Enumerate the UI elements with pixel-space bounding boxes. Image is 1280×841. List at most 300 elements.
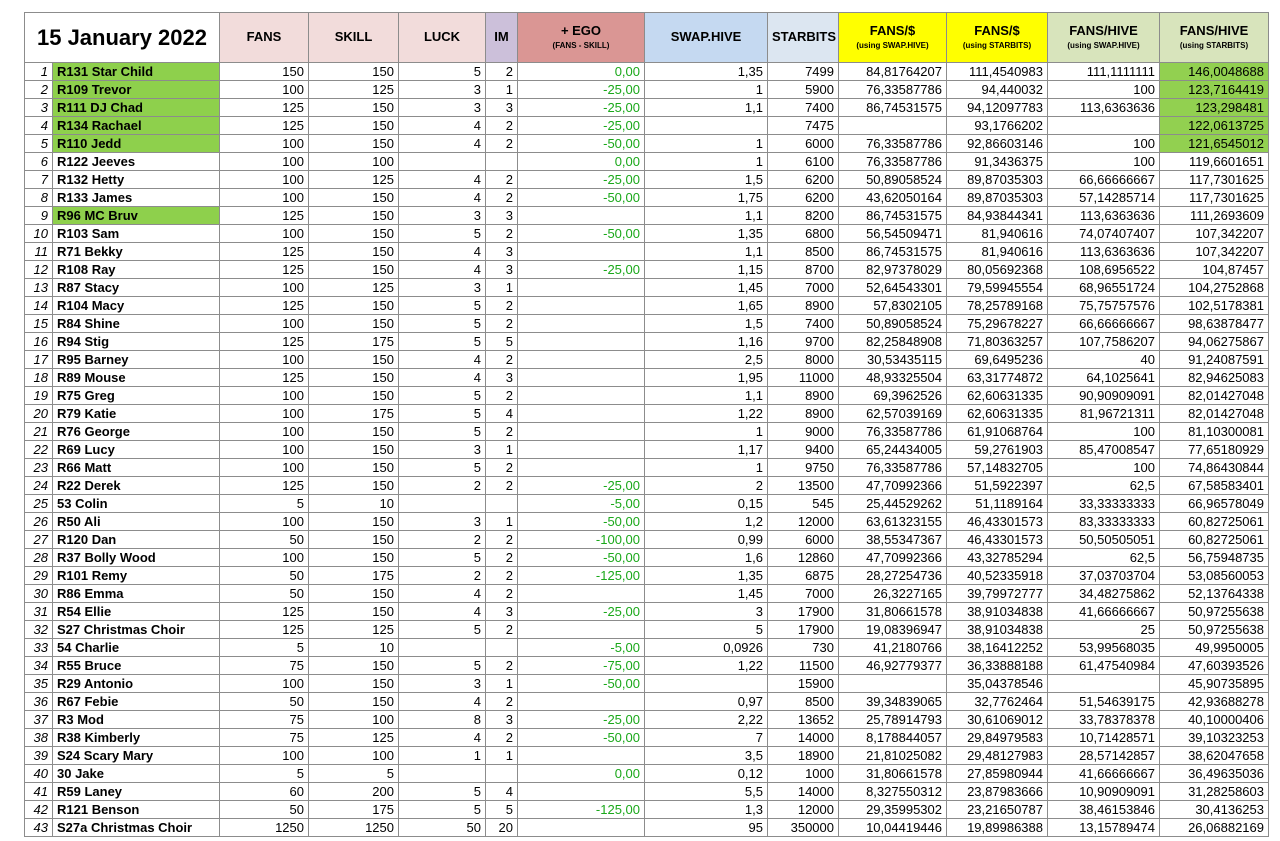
starbits-cell[interactable]: 8900 <box>768 297 839 315</box>
fans-cell[interactable]: 50 <box>220 585 309 603</box>
fans-per-usd-swap-cell[interactable]: 43,62050164 <box>839 189 947 207</box>
fans-per-usd-starbits-cell[interactable]: 111,4540983 <box>947 63 1048 81</box>
fans-per-hive-starbits-cell[interactable]: 123,298481 <box>1160 99 1269 117</box>
skill-cell[interactable]: 150 <box>309 315 399 333</box>
fans-per-hive-starbits-cell[interactable]: 53,08560053 <box>1160 567 1269 585</box>
im-cell[interactable]: 2 <box>486 531 518 549</box>
swap-hive-cell[interactable]: 1,1 <box>645 99 768 117</box>
character-name-cell[interactable]: R96 MC Bruv <box>53 207 220 225</box>
luck-cell[interactable] <box>399 153 486 171</box>
ego-cell[interactable] <box>518 315 645 333</box>
skill-cell[interactable]: 150 <box>309 63 399 81</box>
fans-per-usd-swap-cell[interactable]: 8,178844057 <box>839 729 947 747</box>
skill-cell[interactable]: 150 <box>309 603 399 621</box>
character-name-cell[interactable]: R111 DJ Chad <box>53 99 220 117</box>
fans-per-usd-starbits-cell[interactable]: 91,3436375 <box>947 153 1048 171</box>
fans-per-usd-starbits-cell[interactable]: 63,31774872 <box>947 369 1048 387</box>
skill-cell[interactable]: 150 <box>309 225 399 243</box>
fans-per-usd-swap-cell[interactable]: 39,34839065 <box>839 693 947 711</box>
im-cell[interactable]: 20 <box>486 819 518 837</box>
luck-cell[interactable]: 5 <box>399 621 486 639</box>
luck-cell[interactable]: 5 <box>399 657 486 675</box>
fans-per-usd-starbits-cell[interactable]: 94,12097783 <box>947 99 1048 117</box>
ego-cell[interactable]: -25,00 <box>518 117 645 135</box>
row-number-cell[interactable]: 1 <box>25 63 53 81</box>
im-cell[interactable]: 3 <box>486 99 518 117</box>
swap-hive-cell[interactable]: 3 <box>645 603 768 621</box>
ego-cell[interactable] <box>518 459 645 477</box>
fans-cell[interactable]: 125 <box>220 117 309 135</box>
row-number-cell[interactable]: 26 <box>25 513 53 531</box>
fans-cell[interactable]: 100 <box>220 171 309 189</box>
fans-cell[interactable]: 150 <box>220 63 309 81</box>
skill-cell[interactable]: 150 <box>309 261 399 279</box>
character-name-cell[interactable]: R59 Laney <box>53 783 220 801</box>
fans-per-usd-swap-cell[interactable]: 38,55347367 <box>839 531 947 549</box>
swap-hive-cell[interactable]: 1,22 <box>645 657 768 675</box>
character-name-cell[interactable]: R134 Rachael <box>53 117 220 135</box>
luck-cell[interactable]: 5 <box>399 297 486 315</box>
starbits-cell[interactable]: 11500 <box>768 657 839 675</box>
fans-per-hive-starbits-cell[interactable]: 56,75948735 <box>1160 549 1269 567</box>
fans-per-hive-swap-cell[interactable]: 66,66666667 <box>1048 171 1160 189</box>
skill-cell[interactable]: 150 <box>309 135 399 153</box>
fans-per-hive-starbits-cell[interactable]: 47,60393526 <box>1160 657 1269 675</box>
fans-per-hive-swap-cell[interactable]: 62,5 <box>1048 477 1160 495</box>
fans-per-usd-starbits-cell[interactable]: 38,16412252 <box>947 639 1048 657</box>
im-cell[interactable]: 2 <box>486 549 518 567</box>
im-column-header[interactable]: IM <box>486 13 518 63</box>
fans-cell[interactable]: 100 <box>220 441 309 459</box>
ego-cell[interactable] <box>518 423 645 441</box>
luck-cell[interactable]: 3 <box>399 81 486 99</box>
swap-hive-cell[interactable]: 1,1 <box>645 243 768 261</box>
fans-per-hive-starbits-cell[interactable]: 82,01427048 <box>1160 387 1269 405</box>
fans-per-hive-starbits-cell[interactable]: 94,06275867 <box>1160 333 1269 351</box>
character-name-cell[interactable]: R89 Mouse <box>53 369 220 387</box>
fans-per-usd-swap-cell[interactable]: 25,78914793 <box>839 711 947 729</box>
fans-per-usd-swap-cell[interactable]: 25,44529262 <box>839 495 947 513</box>
row-number-cell[interactable]: 27 <box>25 531 53 549</box>
im-cell[interactable]: 3 <box>486 207 518 225</box>
starbits-cell[interactable]: 7000 <box>768 585 839 603</box>
fans-per-usd-swap-cell[interactable]: 30,53435115 <box>839 351 947 369</box>
fans-per-hive-swap-cell[interactable]: 28,57142857 <box>1048 747 1160 765</box>
character-name-cell[interactable]: R54 Ellie <box>53 603 220 621</box>
luck-cell[interactable]: 5 <box>399 405 486 423</box>
fans-cell[interactable]: 100 <box>220 459 309 477</box>
skill-cell[interactable]: 150 <box>309 207 399 225</box>
luck-cell[interactable] <box>399 639 486 657</box>
ego-cell[interactable] <box>518 783 645 801</box>
fans-per-hive-swap-cell[interactable]: 51,54639175 <box>1048 693 1160 711</box>
fans-per-usd-starbits-cell[interactable]: 62,60631335 <box>947 387 1048 405</box>
starbits-cell[interactable]: 9400 <box>768 441 839 459</box>
luck-cell[interactable]: 4 <box>399 729 486 747</box>
luck-cell[interactable]: 4 <box>399 261 486 279</box>
swap-hive-cell[interactable]: 1,16 <box>645 333 768 351</box>
fans-cell[interactable]: 100 <box>220 513 309 531</box>
im-cell[interactable]: 1 <box>486 81 518 99</box>
fans-per-usd-swap-cell[interactable]: 62,57039169 <box>839 405 947 423</box>
luck-cell[interactable]: 4 <box>399 585 486 603</box>
fans-per-hive-starbits-cell[interactable]: 52,13764338 <box>1160 585 1269 603</box>
ego-cell[interactable]: -50,00 <box>518 675 645 693</box>
fans-per-usd-starbits-cell[interactable]: 27,85980944 <box>947 765 1048 783</box>
character-name-cell[interactable]: R104 Macy <box>53 297 220 315</box>
ego-cell[interactable]: -25,00 <box>518 603 645 621</box>
fans-per-hive-starbits-cell[interactable]: 77,65180929 <box>1160 441 1269 459</box>
im-cell[interactable] <box>486 153 518 171</box>
fans-per-usd-swap-cell[interactable]: 86,74531575 <box>839 207 947 225</box>
character-name-cell[interactable]: S27a Christmas Choir <box>53 819 220 837</box>
fans-per-hive-swap-column-header[interactable] <box>1048 13 1160 63</box>
im-cell[interactable]: 2 <box>486 693 518 711</box>
skill-cell[interactable]: 150 <box>309 459 399 477</box>
starbits-cell[interactable]: 5900 <box>768 81 839 99</box>
ego-cell[interactable]: 0,00 <box>518 63 645 81</box>
ego-cell[interactable] <box>518 207 645 225</box>
ego-cell[interactable] <box>518 387 645 405</box>
swap-hive-cell[interactable]: 1,45 <box>645 585 768 603</box>
fans-per-hive-starbits-cell[interactable]: 117,7301625 <box>1160 171 1269 189</box>
starbits-cell[interactable]: 6875 <box>768 567 839 585</box>
character-name-cell[interactable]: R95 Barney <box>53 351 220 369</box>
fans-per-usd-starbits-cell[interactable]: 78,25789168 <box>947 297 1048 315</box>
fans-per-hive-swap-cell[interactable]: 113,6363636 <box>1048 99 1160 117</box>
skill-cell[interactable]: 150 <box>309 693 399 711</box>
fans-per-hive-starbits-cell[interactable]: 26,06882169 <box>1160 819 1269 837</box>
fans-cell[interactable]: 50 <box>220 801 309 819</box>
fans-per-hive-starbits-cell[interactable]: 39,10323253 <box>1160 729 1269 747</box>
swap-hive-cell[interactable]: 1,6 <box>645 549 768 567</box>
fans-per-hive-starbits-cell[interactable]: 119,6601651 <box>1160 153 1269 171</box>
row-number-cell[interactable]: 38 <box>25 729 53 747</box>
ego-cell[interactable]: -100,00 <box>518 531 645 549</box>
swap-hive-cell[interactable]: 2 <box>645 477 768 495</box>
luck-cell[interactable]: 5 <box>399 459 486 477</box>
fans-per-usd-swap-cell[interactable]: 26,3227165 <box>839 585 947 603</box>
fans-cell[interactable]: 5 <box>220 495 309 513</box>
starbits-cell[interactable]: 6100 <box>768 153 839 171</box>
fans-per-usd-starbits-cell[interactable]: 43,32785294 <box>947 549 1048 567</box>
starbits-cell[interactable]: 6800 <box>768 225 839 243</box>
luck-cell[interactable]: 2 <box>399 477 486 495</box>
fans-cell[interactable]: 100 <box>220 351 309 369</box>
row-number-cell[interactable]: 17 <box>25 351 53 369</box>
swap-hive-cell[interactable]: 1,35 <box>645 567 768 585</box>
swap-hive-cell[interactable]: 1,65 <box>645 297 768 315</box>
fans-per-usd-starbits-cell[interactable]: 80,05692368 <box>947 261 1048 279</box>
fans-per-hive-swap-cell[interactable]: 38,46153846 <box>1048 801 1160 819</box>
row-number-cell[interactable]: 3 <box>25 99 53 117</box>
fans-per-hive-swap-cell[interactable]: 62,5 <box>1048 549 1160 567</box>
ego-cell[interactable]: -50,00 <box>518 549 645 567</box>
swap-hive-cell[interactable]: 1,3 <box>645 801 768 819</box>
ego-cell[interactable]: -50,00 <box>518 225 645 243</box>
fans-per-hive-starbits-cell[interactable]: 104,2752868 <box>1160 279 1269 297</box>
skill-cell[interactable]: 150 <box>309 189 399 207</box>
fans-per-hive-swap-cell[interactable]: 85,47008547 <box>1048 441 1160 459</box>
fans-per-usd-starbits-cell[interactable]: 23,21650787 <box>947 801 1048 819</box>
fans-per-hive-swap-cell[interactable]: 90,90909091 <box>1048 387 1160 405</box>
fans-per-usd-starbits-cell[interactable]: 38,91034838 <box>947 621 1048 639</box>
fans-per-usd-swap-cell[interactable]: 63,61323155 <box>839 513 947 531</box>
starbits-cell[interactable]: 8500 <box>768 243 839 261</box>
im-cell[interactable]: 2 <box>486 351 518 369</box>
fans-per-hive-swap-cell[interactable]: 50,50505051 <box>1048 531 1160 549</box>
starbits-cell[interactable]: 8500 <box>768 693 839 711</box>
swap-hive-cell[interactable]: 5 <box>645 621 768 639</box>
fans-per-usd-starbits-cell[interactable]: 36,33888188 <box>947 657 1048 675</box>
ego-cell[interactable]: -25,00 <box>518 171 645 189</box>
swap-hive-cell[interactable]: 1,75 <box>645 189 768 207</box>
skill-cell[interactable]: 150 <box>309 297 399 315</box>
fans-cell[interactable]: 100 <box>220 153 309 171</box>
swap-hive-cell[interactable]: 1,95 <box>645 369 768 387</box>
luck-cell[interactable]: 5 <box>399 315 486 333</box>
im-cell[interactable]: 1 <box>486 675 518 693</box>
im-cell[interactable]: 2 <box>486 297 518 315</box>
fans-per-hive-swap-cell[interactable]: 37,03703704 <box>1048 567 1160 585</box>
starbits-cell[interactable]: 7000 <box>768 279 839 297</box>
im-cell[interactable]: 2 <box>486 567 518 585</box>
luck-cell[interactable]: 4 <box>399 603 486 621</box>
row-number-cell[interactable]: 20 <box>25 405 53 423</box>
fans-per-hive-swap-cell[interactable]: 61,47540984 <box>1048 657 1160 675</box>
ego-cell[interactable] <box>518 243 645 261</box>
fans-per-hive-swap-cell[interactable] <box>1048 675 1160 693</box>
character-name-cell[interactable]: R121 Benson <box>53 801 220 819</box>
fans-cell[interactable]: 125 <box>220 207 309 225</box>
swap-hive-cell[interactable] <box>645 117 768 135</box>
fans-cell[interactable]: 50 <box>220 567 309 585</box>
swap-hive-cell[interactable]: 1,15 <box>645 261 768 279</box>
fans-per-usd-swap-cell[interactable] <box>839 117 947 135</box>
fans-per-hive-starbits-cell[interactable]: 111,2693609 <box>1160 207 1269 225</box>
swap-hive-cell[interactable]: 5,5 <box>645 783 768 801</box>
luck-cell[interactable] <box>399 765 486 783</box>
row-number-cell[interactable]: 21 <box>25 423 53 441</box>
character-name-cell[interactable]: R69 Lucy <box>53 441 220 459</box>
character-name-cell[interactable]: S24 Scary Mary <box>53 747 220 765</box>
im-cell[interactable]: 2 <box>486 189 518 207</box>
fans-per-usd-starbits-cell[interactable]: 29,84979583 <box>947 729 1048 747</box>
fans-per-hive-swap-cell[interactable]: 33,78378378 <box>1048 711 1160 729</box>
fans-per-hive-swap-cell[interactable]: 113,6363636 <box>1048 243 1160 261</box>
im-cell[interactable]: 3 <box>486 603 518 621</box>
fans-per-usd-starbits-cell[interactable]: 46,43301573 <box>947 531 1048 549</box>
row-number-cell[interactable]: 30 <box>25 585 53 603</box>
ego-cell[interactable]: -125,00 <box>518 567 645 585</box>
luck-cell[interactable]: 3 <box>399 513 486 531</box>
starbits-cell[interactable]: 12860 <box>768 549 839 567</box>
skill-cell[interactable]: 175 <box>309 801 399 819</box>
fans-per-hive-starbits-cell[interactable]: 60,82725061 <box>1160 513 1269 531</box>
fans-per-hive-starbits-cell[interactable]: 66,96578049 <box>1160 495 1269 513</box>
fans-per-hive-swap-cell[interactable]: 107,7586207 <box>1048 333 1160 351</box>
fans-per-usd-starbits-cell[interactable]: 62,60631335 <box>947 405 1048 423</box>
skill-cell[interactable]: 150 <box>309 657 399 675</box>
row-number-cell[interactable]: 22 <box>25 441 53 459</box>
im-cell[interactable] <box>486 495 518 513</box>
fans-per-hive-swap-cell[interactable]: 13,15789474 <box>1048 819 1160 837</box>
starbits-cell[interactable]: 13500 <box>768 477 839 495</box>
character-name-cell[interactable]: 54 Charlie <box>53 639 220 657</box>
luck-cell[interactable]: 4 <box>399 369 486 387</box>
luck-cell[interactable] <box>399 495 486 513</box>
ego-cell[interactable]: -5,00 <box>518 495 645 513</box>
fans-cell[interactable]: 125 <box>220 333 309 351</box>
fans-cell[interactable]: 100 <box>220 423 309 441</box>
fans-per-hive-starbits-cell[interactable]: 121,6545012 <box>1160 135 1269 153</box>
luck-cell[interactable]: 3 <box>399 675 486 693</box>
starbits-cell[interactable]: 17900 <box>768 603 839 621</box>
im-cell[interactable]: 2 <box>486 477 518 495</box>
skill-cell[interactable]: 175 <box>309 333 399 351</box>
starbits-cell[interactable]: 1000 <box>768 765 839 783</box>
fans-per-usd-starbits-cell[interactable]: 79,59945554 <box>947 279 1048 297</box>
ego-cell[interactable]: -5,00 <box>518 639 645 657</box>
im-cell[interactable]: 2 <box>486 585 518 603</box>
fans-per-usd-swap-cell[interactable]: 82,25848908 <box>839 333 947 351</box>
skill-cell[interactable]: 125 <box>309 171 399 189</box>
swap-hive-cell[interactable]: 1,35 <box>645 225 768 243</box>
row-number-cell[interactable]: 43 <box>25 819 53 837</box>
skill-cell[interactable]: 200 <box>309 783 399 801</box>
fans-per-hive-swap-cell[interactable] <box>1048 117 1160 135</box>
fans-cell[interactable]: 75 <box>220 657 309 675</box>
skill-cell[interactable]: 100 <box>309 747 399 765</box>
starbits-cell[interactable]: 350000 <box>768 819 839 837</box>
fans-per-hive-starbits-cell[interactable]: 67,58583401 <box>1160 477 1269 495</box>
fans-per-usd-starbits-cell[interactable]: 81,940616 <box>947 243 1048 261</box>
character-name-cell[interactable]: R109 Trevor <box>53 81 220 99</box>
fans-cell[interactable]: 100 <box>220 315 309 333</box>
row-number-cell[interactable]: 39 <box>25 747 53 765</box>
character-name-cell[interactable]: R108 Ray <box>53 261 220 279</box>
fans-per-hive-starbits-cell[interactable]: 60,82725061 <box>1160 531 1269 549</box>
character-name-cell[interactable]: R132 Hetty <box>53 171 220 189</box>
row-number-cell[interactable]: 12 <box>25 261 53 279</box>
fans-per-usd-swap-cell[interactable]: 48,93325504 <box>839 369 947 387</box>
swap-hive-cell[interactable]: 7 <box>645 729 768 747</box>
starbits-cell[interactable]: 12000 <box>768 801 839 819</box>
row-number-cell[interactable]: 31 <box>25 603 53 621</box>
luck-cell[interactable]: 4 <box>399 171 486 189</box>
ego-cell[interactable] <box>518 441 645 459</box>
row-number-cell[interactable]: 34 <box>25 657 53 675</box>
fans-per-usd-swap-cell[interactable]: 50,89058524 <box>839 171 947 189</box>
swap-hive-cell[interactable]: 2,5 <box>645 351 768 369</box>
swap-hive-cell[interactable]: 1 <box>645 153 768 171</box>
row-number-cell[interactable]: 40 <box>25 765 53 783</box>
fans-per-hive-starbits-cell[interactable]: 50,97255638 <box>1160 603 1269 621</box>
skill-cell[interactable]: 150 <box>309 117 399 135</box>
im-cell[interactable]: 2 <box>486 657 518 675</box>
fans-per-usd-swap-cell[interactable]: 46,92779377 <box>839 657 947 675</box>
im-cell[interactable] <box>486 639 518 657</box>
starbits-cell[interactable]: 14000 <box>768 783 839 801</box>
fans-cell[interactable]: 100 <box>220 747 309 765</box>
fans-per-hive-starbits-cell[interactable]: 50,97255638 <box>1160 621 1269 639</box>
starbits-cell[interactable]: 6200 <box>768 189 839 207</box>
fans-per-hive-swap-cell[interactable]: 75,75757576 <box>1048 297 1160 315</box>
starbits-cell[interactable]: 14000 <box>768 729 839 747</box>
swap-hive-cell[interactable]: 0,12 <box>645 765 768 783</box>
im-cell[interactable]: 2 <box>486 117 518 135</box>
fans-cell[interactable]: 125 <box>220 369 309 387</box>
fans-per-hive-starbits-cell[interactable]: 122,0613725 <box>1160 117 1269 135</box>
skill-cell[interactable]: 150 <box>309 441 399 459</box>
fans-per-usd-starbits-cell[interactable]: 29,48127983 <box>947 747 1048 765</box>
im-cell[interactable]: 2 <box>486 423 518 441</box>
fans-per-usd-swap-cell[interactable]: 69,3962526 <box>839 387 947 405</box>
fans-per-hive-starbits-cell[interactable]: 102,5178381 <box>1160 297 1269 315</box>
fans-per-usd-starbits-cell[interactable]: 69,6495236 <box>947 351 1048 369</box>
fans-cell[interactable]: 125 <box>220 603 309 621</box>
row-number-cell[interactable]: 23 <box>25 459 53 477</box>
fans-per-usd-starbits-cell[interactable]: 89,87035303 <box>947 189 1048 207</box>
luck-cell[interactable]: 3 <box>399 99 486 117</box>
ego-cell[interactable]: -50,00 <box>518 135 645 153</box>
ego-cell[interactable]: 0,00 <box>518 765 645 783</box>
row-number-cell[interactable]: 9 <box>25 207 53 225</box>
character-name-cell[interactable]: R29 Antonio <box>53 675 220 693</box>
character-name-cell[interactable]: R84 Shine <box>53 315 220 333</box>
skill-cell[interactable]: 175 <box>309 405 399 423</box>
fans-per-usd-starbits-cell[interactable]: 40,52335918 <box>947 567 1048 585</box>
row-number-cell[interactable]: 42 <box>25 801 53 819</box>
fans-per-hive-starbits-cell[interactable]: 107,342207 <box>1160 225 1269 243</box>
starbits-cell[interactable]: 6200 <box>768 171 839 189</box>
fans-cell[interactable]: 100 <box>220 189 309 207</box>
row-number-cell[interactable]: 36 <box>25 693 53 711</box>
fans-per-hive-starbits-cell[interactable]: 81,10300081 <box>1160 423 1269 441</box>
fans-per-usd-swap-cell[interactable]: 76,33587786 <box>839 81 947 99</box>
luck-cell[interactable]: 3 <box>399 207 486 225</box>
starbits-cell[interactable]: 15900 <box>768 675 839 693</box>
ego-cell[interactable] <box>518 333 645 351</box>
luck-cell[interactable]: 5 <box>399 387 486 405</box>
starbits-cell[interactable]: 7499 <box>768 63 839 81</box>
swap-hive-cell[interactable]: 0,15 <box>645 495 768 513</box>
ego-cell[interactable]: -50,00 <box>518 189 645 207</box>
ego-cell[interactable]: -25,00 <box>518 477 645 495</box>
luck-cell[interactable]: 3 <box>399 441 486 459</box>
swap-hive-cell[interactable]: 1 <box>645 135 768 153</box>
swap-hive-cell[interactable]: 1,45 <box>645 279 768 297</box>
fans-cell[interactable]: 50 <box>220 531 309 549</box>
fans-per-hive-swap-cell[interactable]: 25 <box>1048 621 1160 639</box>
fans-per-hive-swap-cell[interactable]: 10,90909091 <box>1048 783 1160 801</box>
skill-cell[interactable]: 150 <box>309 513 399 531</box>
ego-cell[interactable] <box>518 819 645 837</box>
fans-per-usd-swap-cell[interactable]: 76,33587786 <box>839 459 947 477</box>
starbits-cell[interactable]: 9750 <box>768 459 839 477</box>
fans-per-usd-swap-cell[interactable]: 10,04419446 <box>839 819 947 837</box>
luck-cell[interactable]: 4 <box>399 117 486 135</box>
im-cell[interactable]: 3 <box>486 261 518 279</box>
swap-hive-cell[interactable]: 1 <box>645 459 768 477</box>
fans-per-hive-swap-cell[interactable]: 66,66666667 <box>1048 315 1160 333</box>
swap-hive-cell[interactable]: 1 <box>645 423 768 441</box>
swap-hive-cell[interactable]: 1,35 <box>645 63 768 81</box>
starbits-cell[interactable]: 17900 <box>768 621 839 639</box>
ego-cell[interactable] <box>518 351 645 369</box>
fans-per-hive-starbits-cell[interactable]: 82,01427048 <box>1160 405 1269 423</box>
ego-cell[interactable]: -25,00 <box>518 99 645 117</box>
